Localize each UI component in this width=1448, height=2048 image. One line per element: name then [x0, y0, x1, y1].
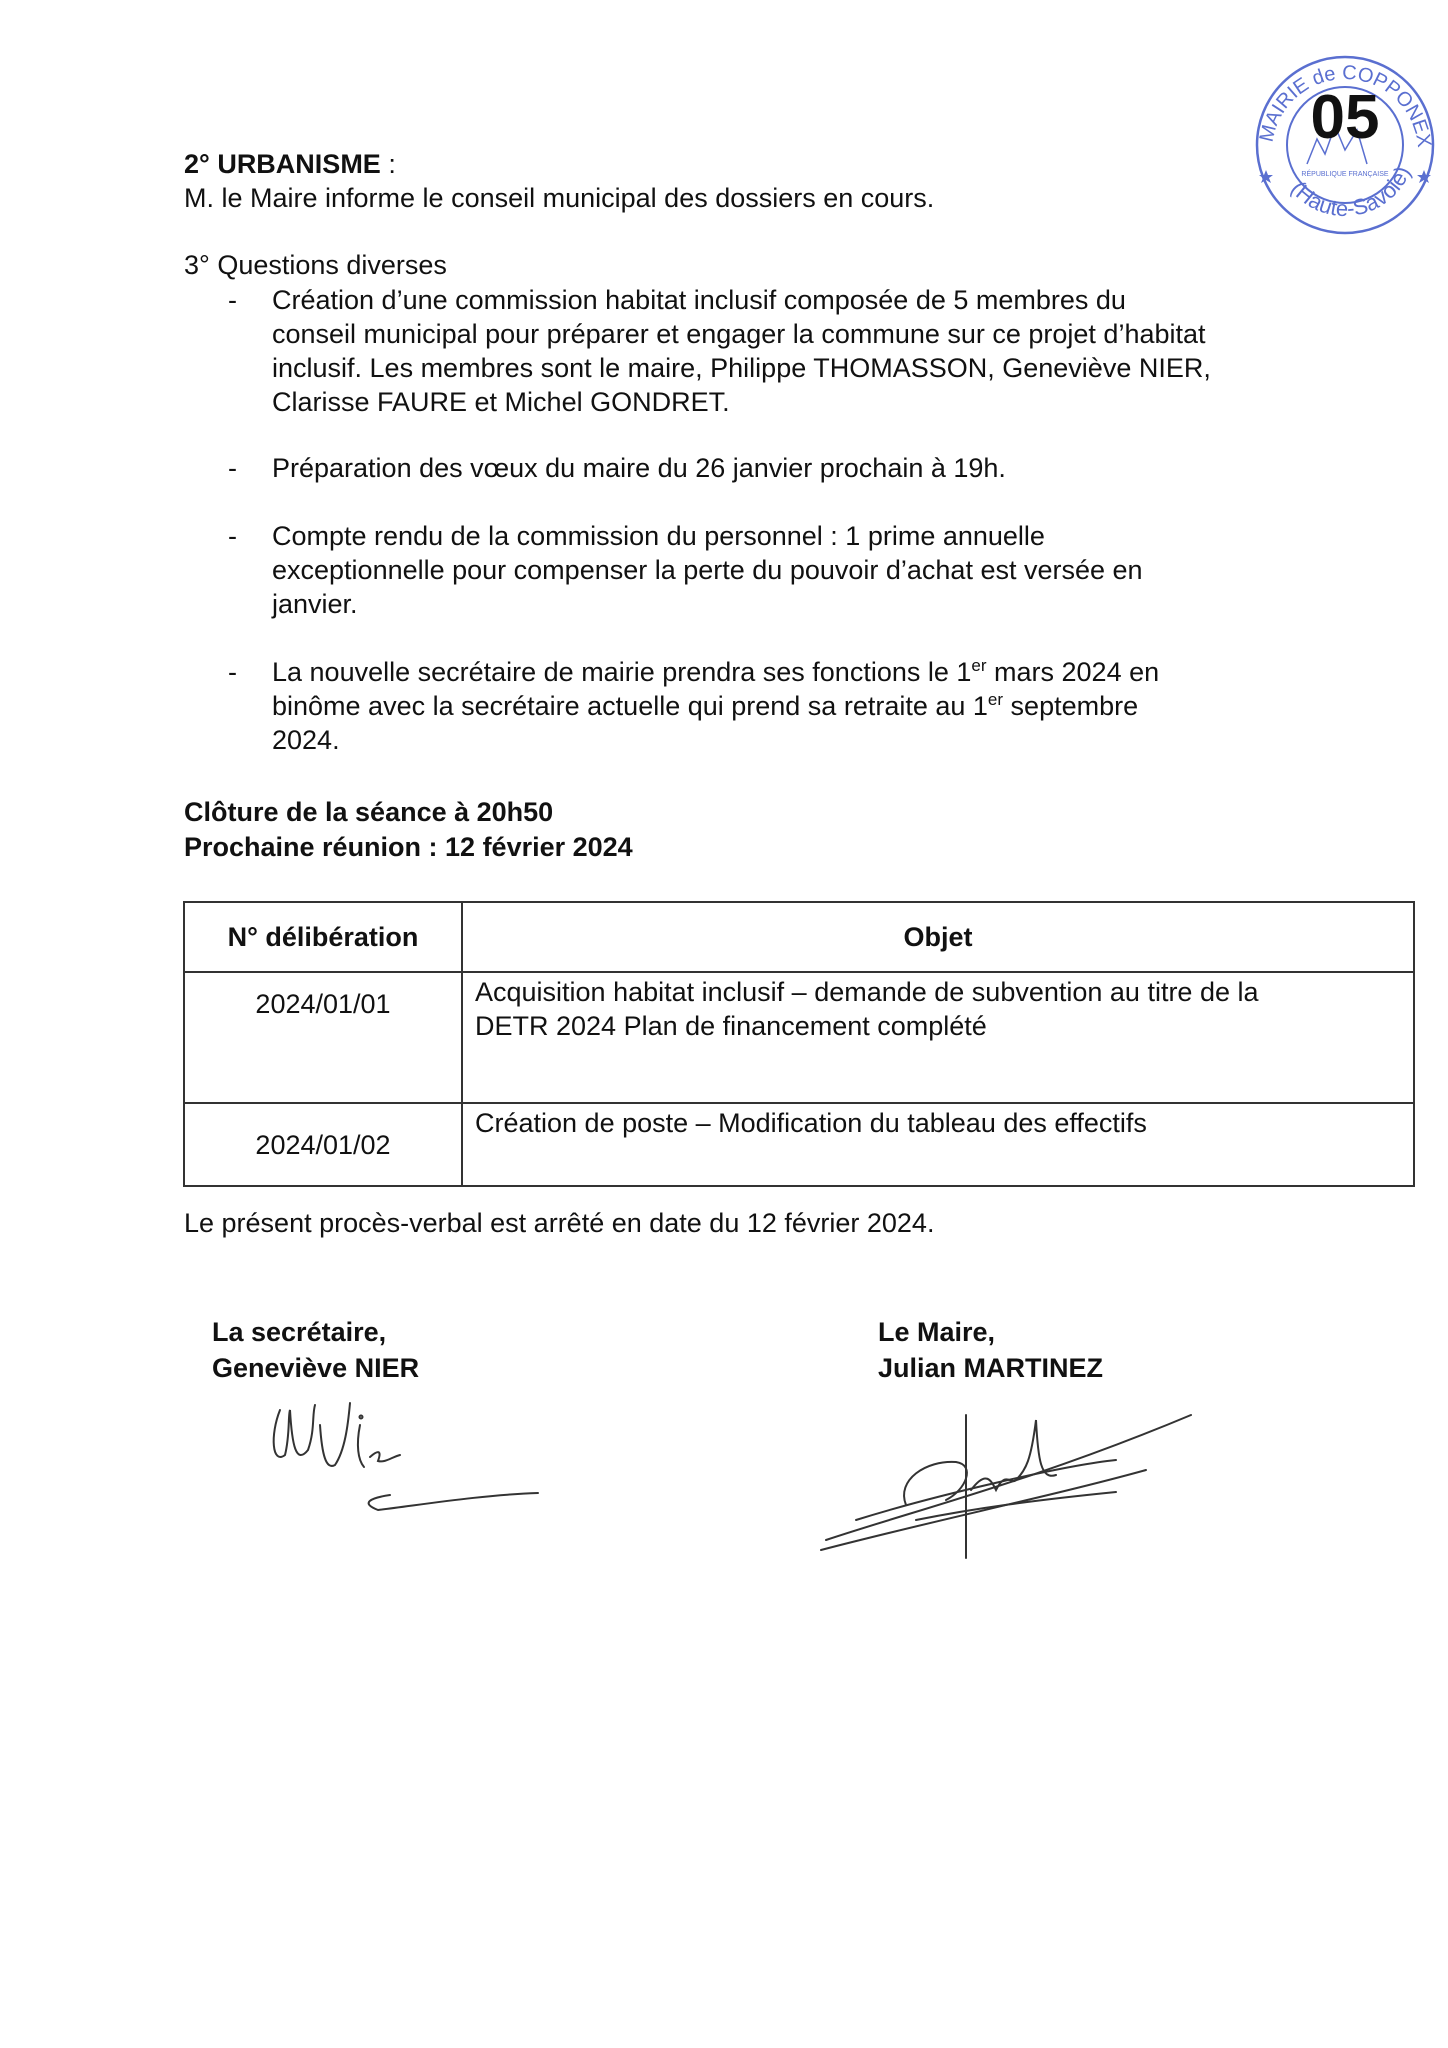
superscript: er [971, 656, 987, 675]
objet-line: Acquisition habitat inclusif – demande de subvention au titre de la [475, 977, 1259, 1007]
title-text: 2° URBANISME [184, 149, 381, 179]
section-urbanisme-text: M. le Maire informe le conseil municipal des dossiers en cours. [184, 183, 935, 213]
bullet-dash: - [228, 657, 237, 687]
closing-time: Clôture de la séance à 20h50 [184, 797, 554, 827]
statement: Le présent procès-verbal est arrêté en date du 12 février 2024. [184, 1208, 935, 1238]
secretary-signature-block [212, 1314, 419, 1386]
next-meeting: Prochaine réunion : 12 février 2024 [184, 832, 633, 862]
mayor-name: Julian MARTINEZ [878, 1353, 1104, 1383]
table-header [184, 902, 1414, 972]
table-row [184, 972, 1414, 1103]
item-line: Clarisse FAURE et Michel GONDRET. [272, 387, 730, 417]
stamp-bottom-text: (Haute-Savoie) [1286, 162, 1416, 222]
mayor-signature-block [878, 1314, 1103, 1386]
secretary-name: Geneviève NIER [212, 1353, 420, 1383]
text: La nouvelle secrétaire de mairie prendra ses fonctions le 1 [272, 657, 972, 687]
item-line: exceptionnelle pour compenser la perte du pouvoir d’achat est versée en [272, 555, 1143, 585]
text: mars 2024 en [986, 657, 1160, 687]
item-line [272, 689, 1392, 723]
section-questions-title: 3° Questions diverses [184, 250, 447, 280]
cell-num: 2024/01/01 [184, 972, 462, 1103]
text: binôme avec la secrétaire actuelle qui prend sa retraite au 1 [272, 691, 988, 721]
header-num: N° délibération [184, 902, 462, 972]
colon: : [380, 149, 396, 179]
stamp-inner-text: RÉPUBLIQUE FRANÇAISE [1301, 171, 1389, 178]
bullet-dash: - [228, 285, 237, 315]
secretary-signature [260, 1395, 550, 1540]
objet-line: DETR 2024 Plan de financement complété [475, 1011, 987, 1041]
secretary-role: La secrétaire, [212, 1317, 387, 1347]
mayor-signature [816, 1400, 1196, 1565]
item-line [272, 655, 1392, 689]
section-urbanisme-title [184, 147, 396, 181]
item-line: Compte rendu de la commission du personnel : 1 prime annuelle [272, 521, 1045, 551]
cell-num: 2024/01/02 [184, 1103, 462, 1186]
header-objet: Objet [462, 902, 1414, 972]
bullet-dash: - [228, 521, 237, 551]
cell-objet [462, 972, 1414, 1103]
mayor-role: Le Maire, [878, 1317, 996, 1347]
text: septembre [1003, 691, 1139, 721]
bullet-dash: - [228, 453, 237, 483]
item-line: inclusif. Les membres sont le maire, Philippe THOMASSON, Geneviève NIER, [272, 353, 1211, 383]
stamp-top-text: MAIRIE de COPPONEX [1255, 61, 1436, 149]
cell-objet [462, 1103, 1414, 1186]
superscript: er [987, 690, 1004, 709]
table-row [184, 1103, 1414, 1186]
item-line: janvier. [272, 589, 358, 619]
objet-line: Création de poste – Modification du tableau des effectifs [475, 1108, 1147, 1138]
deliberations-table [183, 901, 1415, 1187]
item-line: 2024. [272, 725, 340, 755]
item-line: Préparation des vœux du maire du 26 janvier prochain à 19h. [272, 453, 1006, 483]
item-line: conseil municipal pour préparer et engager la commune sur ce projet d’habitat [272, 319, 1206, 349]
stamp-number: 05 [1310, 83, 1380, 152]
item-line: Création d’une commission habitat inclusif composée de 5 membres du [272, 285, 1126, 315]
mairie-stamp [1252, 52, 1438, 238]
